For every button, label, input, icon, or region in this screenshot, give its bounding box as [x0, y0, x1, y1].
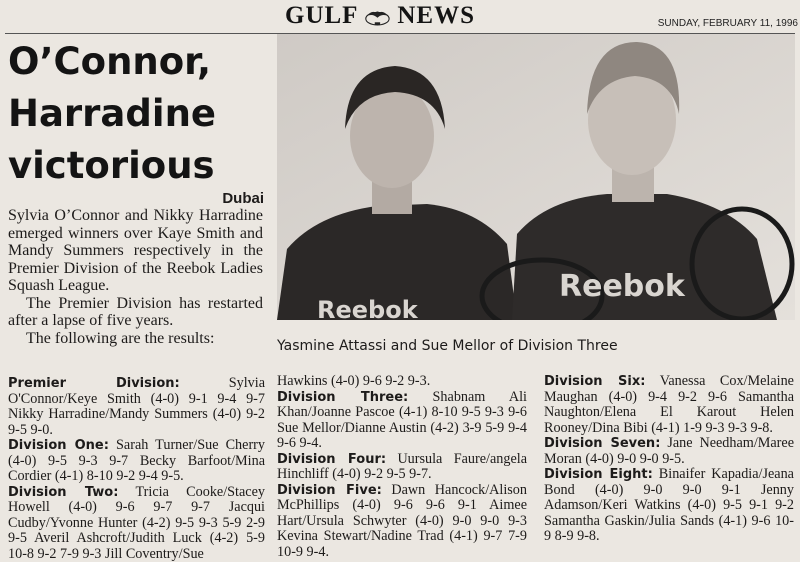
lead-paragraph-2: The Premier Division has restarted after a lapse of five years.	[8, 295, 263, 330]
right-shirt-logo: Reebok	[559, 269, 686, 304]
headline-line-1: O’Connor,	[8, 36, 274, 88]
result-division-six: Division Six: Vanessa Cox/Melaine Maughan (4-0) 9-4 9-2 9-6 Samantha Naughton/Elena El Karout Helen Rooney/Dina Bibi (4-1) 1-9 9-3 9-3 9-8.	[544, 374, 794, 436]
result-division-three: Division Three: Shabnam Ali Khan/Joanne Pascoe (4-1) 8-10 9-5 9-3 9-6 Sue Mellor/Dianne Austin (4-2) 3-9 5-9 9-4 9-6 9-4.	[277, 390, 527, 452]
players-photo-illustration	[277, 34, 795, 320]
headline-line-2: Harradine	[8, 88, 274, 140]
results-column-2	[277, 374, 527, 560]
result-division-two: Division Two: Tricia Cooke/Stacey Howell (4-0) 9-6 9-7 9-7 Jacqui Cudby/Yvonne Hunter (4-2) 9-5 9-3 5-9 2-9 9-5 Averil Ashcroft/Judith Luck (4-2) 5-9 10-8 9-2 7-9 9-3 Jill Coventry/Sue	[8, 485, 265, 562]
result-division-five: Division Five: Dawn Hancock/Alison McPhillips (4-0) 9-6 9-6 9-1 Aimee Hart/Ursula Schwyter (4-0) 9-0 9-0 9-3 Kevina Stewart/Nadine Trad (4-1) 9-7 7-9 10-9 9-4.	[277, 483, 527, 561]
masthead	[285, 2, 475, 30]
result-division-four: Division Four: Uursula Faure/angela Hinchliff (4-0) 9-2 9-5 9-7.	[277, 452, 527, 483]
result-division-two-continued: Hawkins (4-0) 9-6 9-2 9-3.	[277, 374, 527, 390]
result-division-seven: Division Seven: Jane Needham/Maree Moran (4-0) 9-0 9-0 9-5.	[544, 436, 794, 467]
photo-caption: Yasmine Attassi and Sue Mellor of Division Three	[277, 338, 795, 354]
result-division-eight: Division Eight: Binaifer Kapadia/Jeana Bond (4-0) 9-0 9-0 9-1 Jenny Adamson/Keri Watkins (4-0) 9-5 9-1 9-2 Samantha Gaskin/Julia Sands (4-1) 9-6 10-9 8-9 9-8.	[544, 467, 794, 545]
results-column-1	[8, 376, 265, 562]
issue-date: SUNDAY, FEBRUARY 11, 1996	[650, 18, 798, 29]
article-photo	[277, 34, 795, 320]
lead-paragraph-3: The following are the results:	[8, 330, 263, 348]
article-headline	[8, 36, 274, 192]
result-premier-division: Premier Division: Sylvia O'Connor/Keye Smith (4-0) 9-1 9-4 9-7 Nikky Harradine/Mandy Summers (4-0) 9-2 9-5 9-0.	[8, 376, 265, 438]
article-lead	[8, 207, 263, 347]
dateline-place: Dubai	[200, 190, 264, 207]
falcon-emblem-icon	[364, 4, 391, 28]
left-shirt-logo: Reebok	[317, 296, 419, 320]
masthead-left-word: GULF	[285, 2, 358, 30]
masthead-right-word: NEWS	[397, 2, 475, 30]
results-column-3	[544, 374, 794, 545]
result-division-one: Division One: Sarah Turner/Sue Cherry (4-0) 9-5 9-3 9-7 Becky Barfoot/Mina Cordier (4-1) 8-10 9-2 9-4 9-5.	[8, 438, 265, 485]
headline-line-3: victorious	[8, 140, 274, 192]
lead-paragraph-1: Sylvia O’Connor and Nikky Harradine emerged winners over Kaye Smith and Mandy Summers respectively in the Premier Division of the Reebok Ladies Squash League.	[8, 207, 263, 295]
